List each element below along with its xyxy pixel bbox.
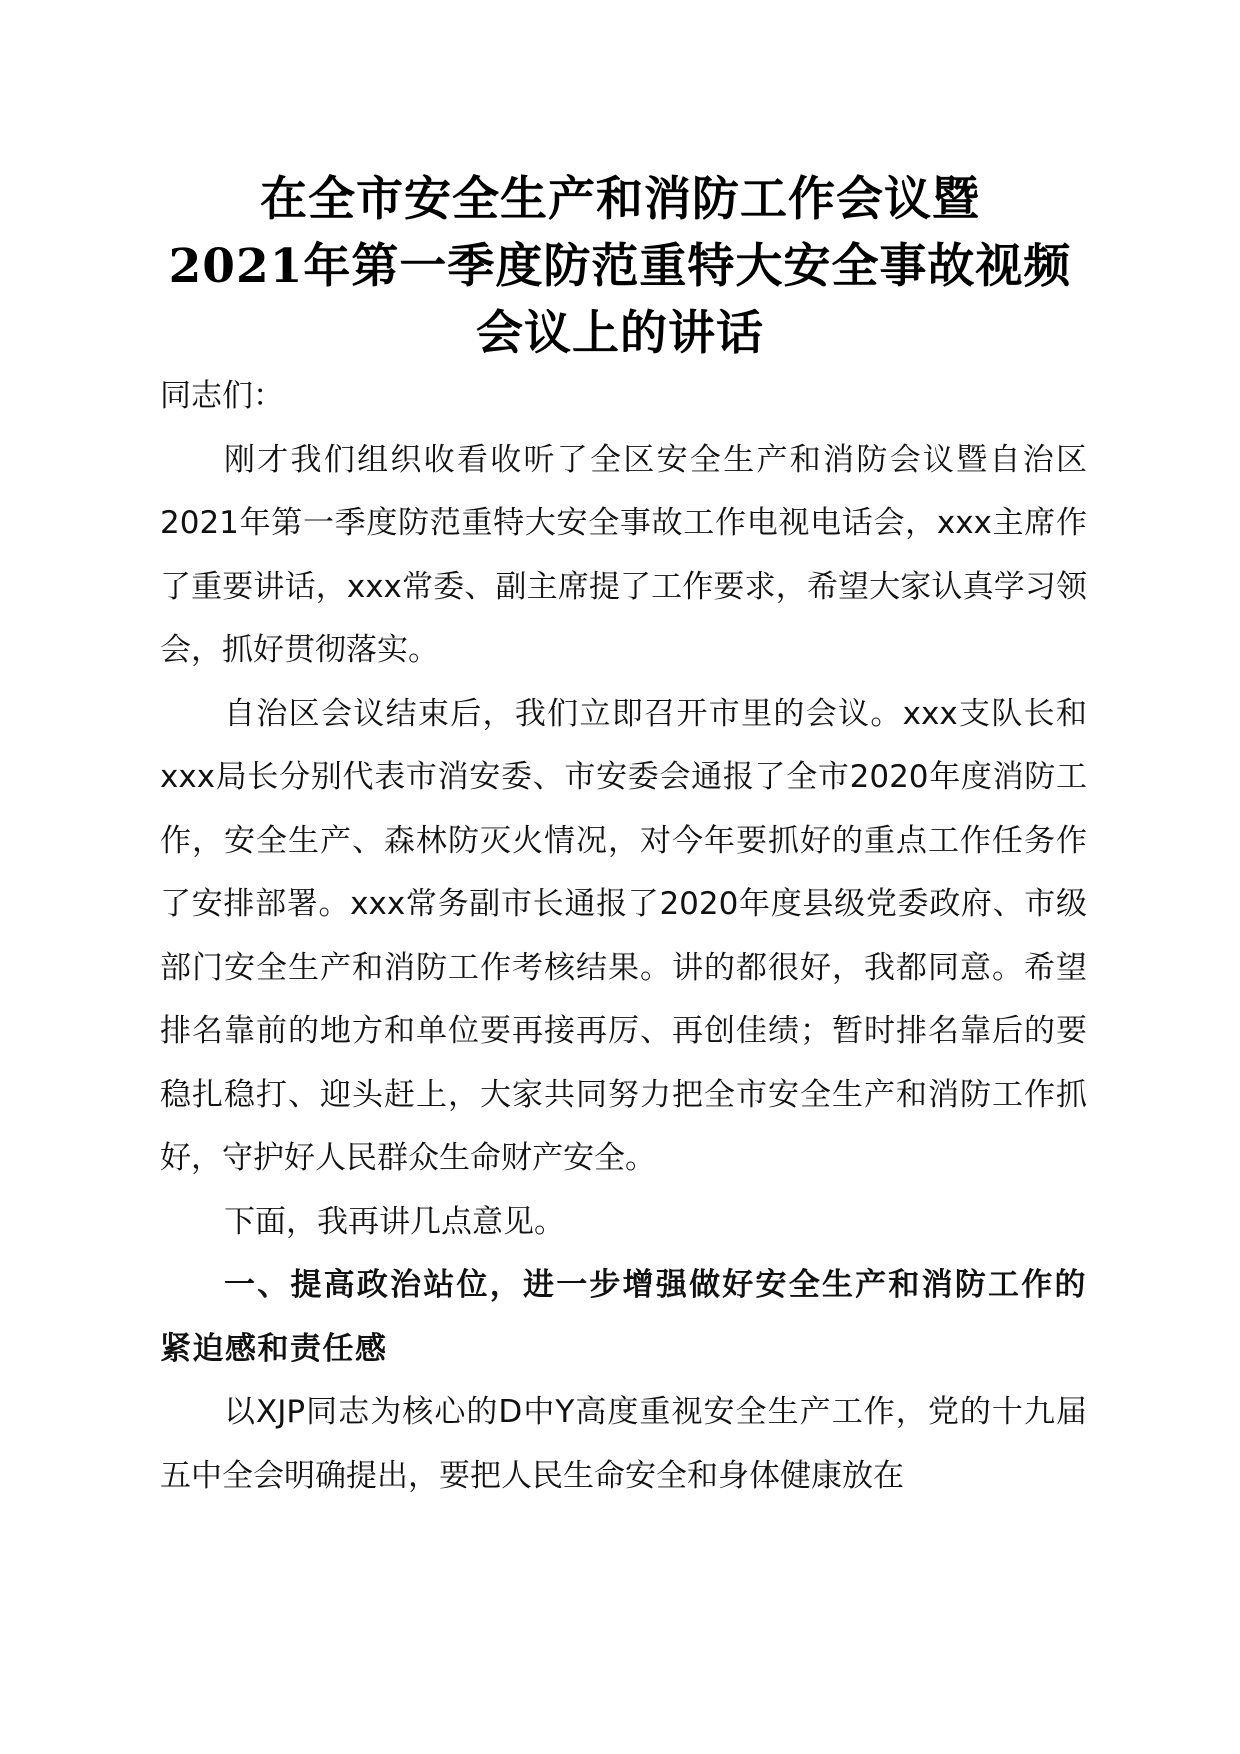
salutation: 同志们： <box>160 378 284 414</box>
title-line-3: 会议上的讲话 <box>476 306 764 361</box>
paragraph-4: 以XJP同志为核心的D中Y高度重视安全生产工作，党的十九届五中全会明确提出，要把人民生命安全和身体健康放在 <box>160 1394 1087 1494</box>
title-line-2: 2021年第一季度防范重特大安全事故视频 <box>168 239 1072 294</box>
paragraph-2: 自治区会议结束后，我们立即召开市里的会议。xxx支队长和xxx局长分别代表市消安委、市安委会通报了全市2020年度消防工作，安全生产、森林防灭火情况，对今年要抓好的重点工作任务作了安排部署。xxx常务副市长通报了2020年度县级党委政府、市级部门安全生产和消防工作考核结果。讲的都很好，我都同意。希望排名靠前的地方和单位要再接再厉、再创佳绩；暂时排名靠后的要稳扎稳打、迎头赶上，大家共同努力把全市安全生产和消防工作抓好，守护好人民群众生命财产安全。 <box>160 695 1087 1176</box>
title-line-1: 在全市安全生产和消防工作会议暨 <box>260 172 980 227</box>
paragraph-3: 下面，我再讲几点意见。 <box>224 1203 565 1240</box>
document-title <box>160 166 1080 367</box>
document-body <box>160 365 1087 1508</box>
paragraph-1: 刚才我们组织收看收听了全区安全生产和消防会议暨自治区2021年第一季度防范重特大安全事故工作电视电话会，xxx主席作了重要讲话，xxx常委、副主席提了工作要求，希望大家认真学习领会，抓好贯彻落实。 <box>160 441 1087 668</box>
section-heading-1: 一、提高政治站位，进一步增强做好安全生产和消防工作的紧迫感和责任感 <box>160 1267 1087 1367</box>
